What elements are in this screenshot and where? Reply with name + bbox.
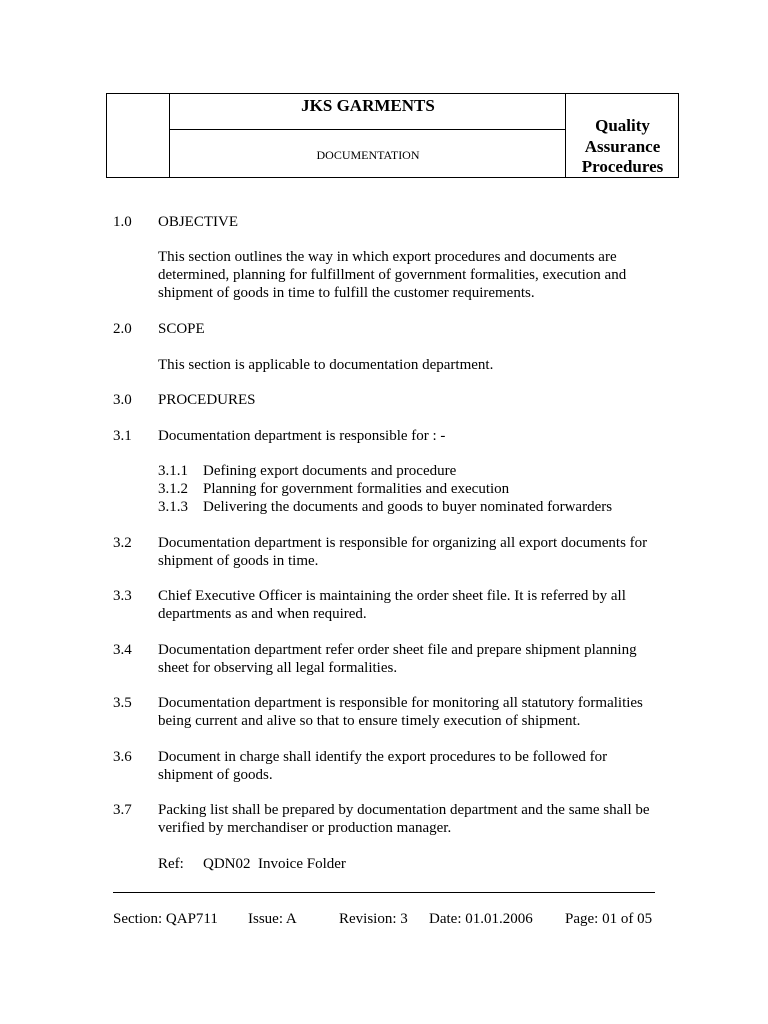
footer-revision: Revision: 3 (339, 911, 408, 927)
item-number: 3.7 (113, 802, 132, 818)
item-text: verified by merchandiser or production manager. (158, 820, 452, 836)
item-text: sheet for observing all legal formalities. (158, 660, 398, 676)
section-number: 3.0 (113, 392, 132, 408)
department-name: DOCUMENTATION (316, 148, 420, 162)
item-text: Documentation department refer order sheet file and prepare shipment planning (158, 642, 637, 658)
qap-title (566, 116, 679, 178)
footer-section: Section: QAP711 (113, 911, 218, 927)
paragraph-line: determined, planning for fulfillment of government formalities, execution and (158, 267, 627, 283)
qap-title-line: Assurance (584, 136, 661, 156)
item-text: Documentation department is responsible for : - (158, 428, 446, 444)
item-text: being current and alive so that to ensure timely execution of shipment. (158, 713, 581, 729)
item-number: 3.2 (113, 535, 132, 551)
qap-title-line: Quality (595, 116, 650, 135)
qap-title-line: Procedures (581, 157, 664, 176)
footer-page: Page: 01 of 05 (565, 911, 653, 927)
subitem-number: 3.1.2 (158, 481, 188, 497)
item-text: shipment of goods. (158, 767, 273, 783)
item-text: Documentation department is responsible for monitoring all statutory formalities (158, 695, 643, 711)
item-number: 3.1 (113, 428, 132, 444)
company-name: JKS GARMENTS (301, 96, 435, 115)
section-number: 1.0 (113, 214, 132, 230)
paragraph-line: shipment of goods in time to fulfill the customer requirements. (158, 285, 535, 301)
paragraph-line: This section is applicable to documentation department. (158, 357, 494, 373)
subitem-number: 3.1.3 (158, 499, 188, 515)
item-text: shipment of goods in time. (158, 553, 319, 569)
item-text: Document in charge shall identify the export procedures to be followed for (158, 749, 608, 765)
document-header (106, 93, 679, 178)
item-text: Chief Executive Officer is maintaining the order sheet file. It is referred by all (158, 588, 626, 604)
subitem-text: Delivering the documents and goods to buyer nominated forwarders (203, 499, 613, 515)
subitem-text: Defining export documents and procedure (203, 463, 457, 479)
subitem-number: 3.1.1 (158, 463, 188, 479)
footer-rule (113, 892, 655, 893)
item-number: 3.4 (113, 642, 132, 658)
ref-value: QDN02 Invoice Folder (203, 856, 346, 872)
ref-label: Ref: (158, 856, 184, 872)
item-number: 3.5 (113, 695, 132, 711)
section-title: SCOPE (158, 321, 205, 337)
section-title: PROCEDURES (158, 392, 256, 408)
item-number: 3.3 (113, 588, 132, 604)
paragraph-line: This section outlines the way in which export procedures and documents are (158, 249, 617, 265)
header-divider (169, 129, 565, 130)
footer-date: Date: 01.01.2006 (429, 911, 533, 927)
item-text: Packing list shall be prepared by documentation department and the same shall be (158, 802, 650, 818)
item-text: departments as and when required. (158, 606, 367, 622)
section-number: 2.0 (113, 321, 132, 337)
item-number: 3.6 (113, 749, 132, 765)
section-title: OBJECTIVE (158, 214, 238, 230)
item-text: Documentation department is responsible for organizing all export documents for (158, 535, 648, 551)
subitem-text: Planning for government formalities and execution (203, 481, 510, 497)
footer-issue: Issue: A (248, 911, 297, 927)
